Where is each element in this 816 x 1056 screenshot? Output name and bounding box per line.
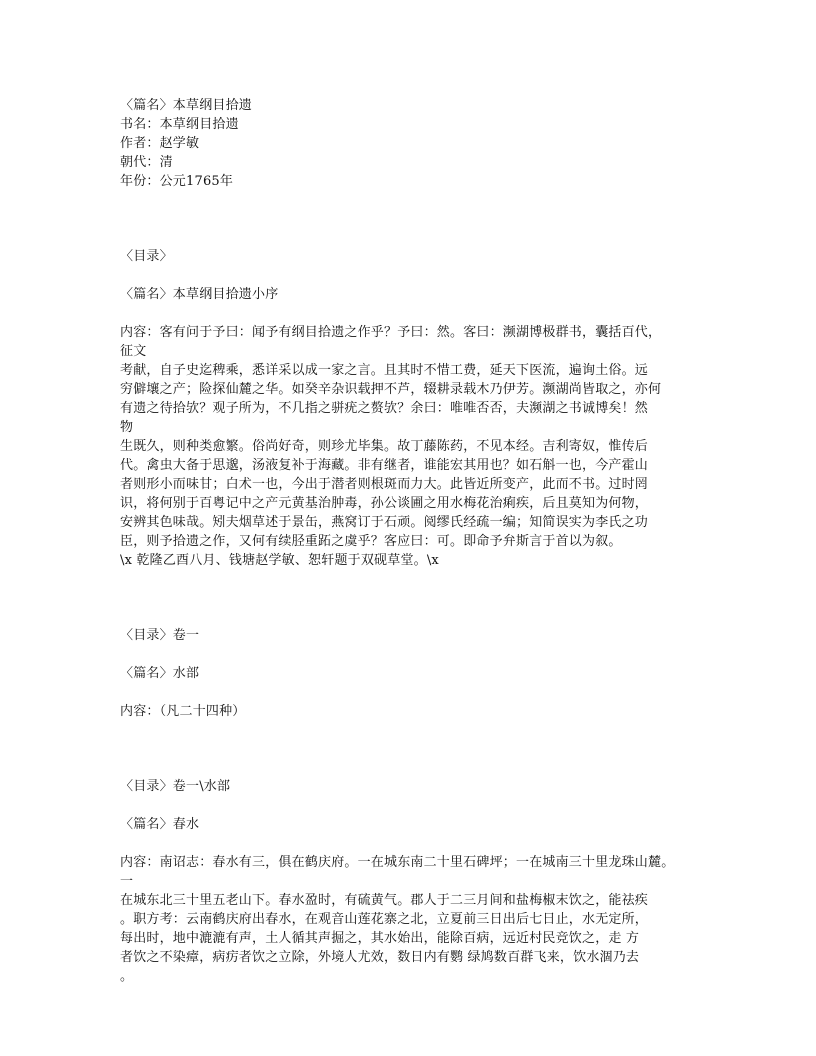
- content-line: 。职方考：云南鹤庆府出春水，在观音山莲花寨之北，立夏前三日出后七日止，水无定所，: [120, 912, 649, 927]
- content-line: 识，将何别于百粤记中之产元黄基治肿毒，孙公谈圃之用水梅花治痢疾，后且莫知为何物，: [120, 496, 649, 511]
- section-title: 〈篇名〉春水: [120, 817, 200, 832]
- content-line: 物: [120, 420, 134, 435]
- content-line: 生既久，则种类愈繁。俗尚好奇，则珍尤毕集。故丁藤陈药，不见本经。吉利寄奴，惟传后: [120, 439, 649, 454]
- content-line: 内容：（凡二十四种）: [120, 704, 246, 719]
- book-name: 书名：本草纲目拾遗: [120, 117, 239, 132]
- content-line: 内容：客有问于予曰：闻予有纲目拾遗之作乎？予曰：然。客曰：濒湖博极群书，囊括百代，: [120, 325, 662, 340]
- section-title: 〈篇名〉水部: [120, 666, 200, 681]
- content-line: 征文: [120, 344, 147, 359]
- spring-water-section: [120, 777, 700, 986]
- author: 作者：赵学敏: [120, 136, 200, 151]
- dynasty: 朝代：清: [120, 155, 173, 170]
- signature-line: \x 乾隆乙酉八月、钱塘赵学敏、恕轩题于双砚草堂。\x: [120, 553, 439, 568]
- content-line: 安辨其色味哉。矧夫烟草述于景缶，燕窝订于石顽。阅缪氏经疏一编；知简误实为李氏之功: [120, 515, 649, 530]
- toc-label: 〈目录〉卷一: [120, 628, 200, 643]
- content-line: 者饮之不染瘴，病疠者饮之立除，外境人尤效，数日内有鹦 绿鸠数百群飞来，饮水涸乃去: [120, 950, 640, 965]
- content-line: 穷僻壤之产；险探仙麓之华。如癸辛杂识载押不芦，辍耕录载木乃伊芳。濒湖尚皆取之，亦何: [120, 382, 662, 397]
- content-line: 者则形小而味甘；白术一也，今出于潜者则根斑而力大。此皆近所变产，此而不书。过时罔: [120, 477, 649, 492]
- water-section: [120, 626, 700, 721]
- content-line: 考献，自子史迄稗乘，悉详采以成一家之言。且其时不惜工费，延天下医流，遍询土俗。远: [120, 363, 649, 378]
- toc-label: 〈目录〉: [120, 249, 173, 264]
- content-line: 一: [120, 874, 134, 889]
- document-page: [120, 96, 700, 986]
- content-line: 内容：南诏志：春水有三，俱在鹤庆府。一在城东南二十里石碑坪；一在城南三十里龙珠山麓。: [120, 855, 675, 870]
- content-line: 在城东北三十里五老山下。春水盈时，有硫黄气。郡人于二三月间和盐梅椒末饮之，能祛疾: [120, 893, 649, 908]
- preface-section: [120, 247, 700, 570]
- content-line: 代。禽虫大备于思邈，汤液复补于海藏。非有继者，谁能宏其用也？如石斛一也，今产霍山: [120, 458, 649, 473]
- book-header: [120, 96, 700, 191]
- content-line: 。: [120, 969, 134, 984]
- content-line: 每出时，地中漉漉有声，土人循其声掘之，其水始出，能除百病，远近村民竞饮之，走 方: [120, 931, 640, 946]
- section-title: 〈篇名〉本草纲目拾遗小序: [120, 287, 279, 302]
- toc-label: 〈目录〉卷一\水部: [120, 779, 231, 794]
- content-line: 有遗之待拾欤？观子所为，不几指之骈疣之赘欤？余曰：唯唯否否，夫濒湖之书诚博矣！然: [120, 401, 649, 416]
- year: 年份：公元1765年: [120, 174, 234, 189]
- header-title: 〈篇名〉本草纲目拾遗: [120, 98, 253, 113]
- content-line: 臣，则予拾遗之作，又何有续胫重跖之虞乎？客应曰：可。即命予弁斯言于首以为叙。: [120, 534, 622, 549]
